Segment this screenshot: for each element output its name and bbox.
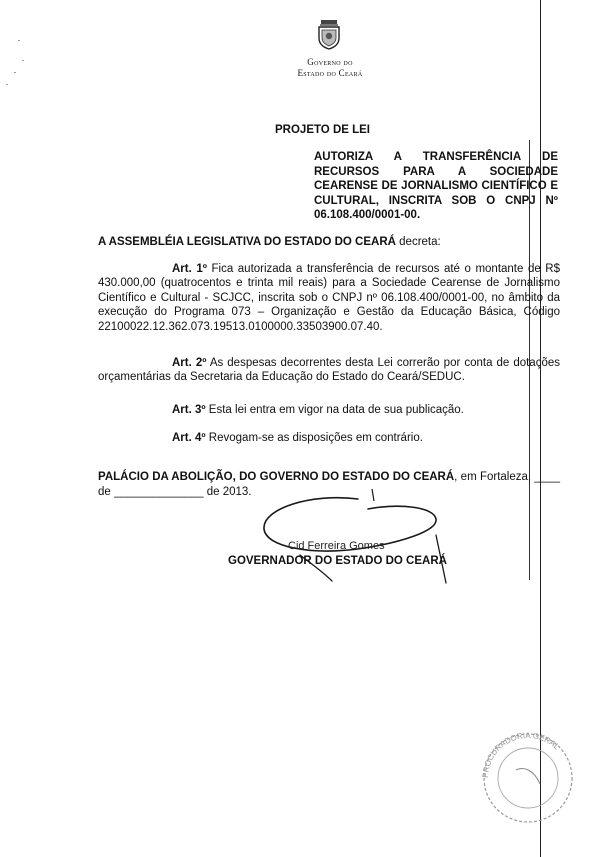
coat-of-arms-icon: [316, 20, 342, 50]
article-3: [98, 403, 560, 417]
signer-name: Cid Ferreira Gomes: [288, 540, 385, 552]
article-text: As despesas decorrentes desta Lei correrão por conta de dotações orçamentárias da Secretaria da Educação do Estado do Ceará/SEDUC.: [98, 357, 560, 384]
official-stamp: [468, 718, 588, 828]
article-1: [98, 262, 560, 334]
closing-bold: PALÁCIO DA ABOLIÇÃO, DO GOVERNO DO ESTADO DO CEARÁ: [98, 471, 455, 483]
article-label: Art. 2º: [172, 357, 207, 369]
article-label: Art. 1º: [172, 263, 207, 275]
closing-rest: , em Fortaleza, ____ de ______________ de 2013.: [98, 471, 560, 498]
article-label: Art. 4º: [172, 432, 206, 444]
svg-text:PROCURADORIA GERAL: [481, 731, 562, 778]
article-label: Art. 3º: [172, 404, 206, 416]
article-text: Esta lei entra em vigor na data de sua publicação.: [205, 404, 464, 416]
stamp-text: PROCURADORIA GERAL: [480, 730, 562, 779]
bill-summary: AUTORIZA A TRANSFERÊNCIA DE RECURSOS PARA A SOCIEDADE CEARENSE DE JORNALISMO CIENTÍFICO E CULTURAL, INSCRITA SOB O CNPJ Nº 06.108.400/0001-00.: [314, 151, 558, 221]
enacting-clause-bold: A ASSEMBLÉIA LEGISLATIVA DO ESTADO DO CEARÁ: [98, 236, 396, 248]
letterhead-line-1: Governo do: [307, 57, 353, 67]
article-4: [98, 431, 560, 445]
document-title: PROJETO DE LEI: [275, 124, 371, 136]
letterhead-line-2: Estado do Ceará: [297, 68, 363, 78]
article-text: Fica autorizada a transferência de recursos até o montante de R$ 430.000,00 (quatrocentos e trinta mil reais) para a Sociedade Cearense de Jornalismo Científico e Cultural - SCJCC, inscrita sob o CNPJ nº 06.108.400/0001-00, no âmbito da execução do Programa 073 – Organização e Gestão da Educação Básica, Código 22100022.12.362.073.19513.0100000.33503900.07.40.: [98, 263, 560, 333]
article-text: Revogam-se as disposições em contrário.: [205, 432, 423, 444]
enacting-clause-rest: decreta:: [395, 236, 441, 248]
article-2: [98, 356, 560, 385]
signer-role: GOVERNADOR DO ESTADO DO CEARÁ: [228, 555, 447, 567]
enacting-clause: [98, 235, 560, 249]
